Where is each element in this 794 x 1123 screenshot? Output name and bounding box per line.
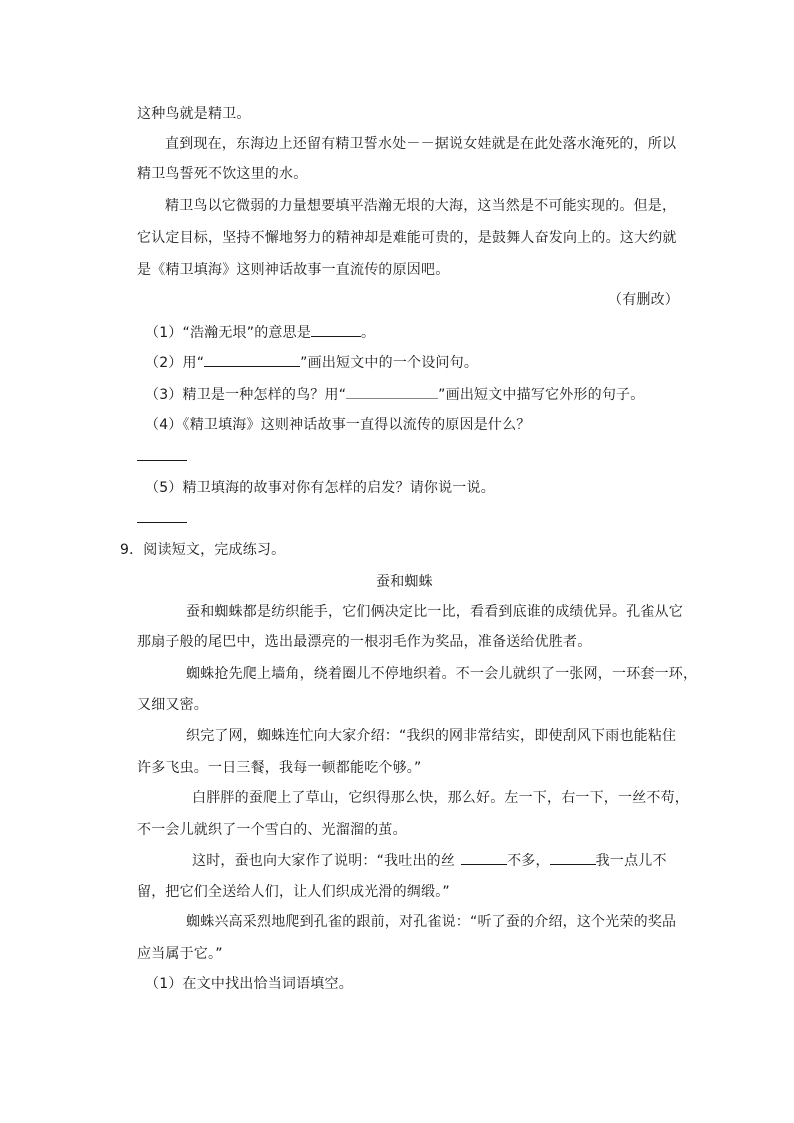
question-1 (145, 322, 375, 343)
answer-blank[interactable] (311, 322, 361, 337)
passage-line: 蜘蛛兴高采烈地爬到孔雀的跟前，对孔雀说：“听了蚕的介绍，这个光荣的奖品 (186, 914, 677, 930)
underline-sample (204, 352, 300, 367)
source-note: （有删改） (608, 292, 679, 308)
question-4: （4）《精卫填海》这则神话故事一直得以流传的原因是什么？ (145, 417, 531, 433)
passage-line: 又细又密。 (137, 697, 208, 713)
passage-text: 我一点儿不 (595, 853, 667, 869)
question-3 (145, 384, 644, 405)
answer-blank[interactable] (550, 850, 596, 865)
question-3-end: ”画出短文中描写它外形的句子。 (438, 387, 645, 403)
underline-sample (346, 384, 438, 399)
passage-line: 蚕和蜘蛛都是纺织能手，它们俩决定比一比，看看到底谁的成绩优异。孔雀从它 (186, 604, 683, 620)
answer-line[interactable] (137, 522, 187, 523)
passage-line: 蜘蛛抢先爬上墙角，绕着圈儿不停地织着。不一会儿就织了一张网，一环套一环， (186, 666, 698, 682)
passage-line: 不一会儿就织了一个雪白的、光溜溜的茧。 (137, 822, 407, 838)
passage-line: 织完了网，蜘蛛连忙向大家介绍：“我织的网非常结实，即使刮风下雨也能粘住 (186, 728, 677, 744)
passage-line: 白胖胖的蚕爬上了草山，它织得那么快，那么好。左一下，右一下，一丝不苟， (192, 790, 689, 806)
passage-line: 那扇子般的尾巴中，选出最漂亮的一根羽毛作为奖品，准备送给优胜者。 (137, 634, 592, 650)
passage-line: 精卫鸟以它微弱的力量想要填平浩瀚无垠的大海，这当然是不可能实现的。但是， (165, 198, 677, 214)
sub-question-1: （1）在文中找出恰当词语填空。 (145, 976, 353, 992)
passage-text: 不多， (507, 853, 550, 869)
question-5: （5）精卫填海的故事对你有怎样的启发？请你说一说。 (145, 480, 495, 496)
passage-line: 直到现在，东海边上还留有精卫誓水处－－据说女娃就是在此处落水淹死的，所以 (165, 136, 677, 152)
passage-line: 精卫鸟誓死不饮这里的水。 (137, 166, 308, 182)
passage-line: 许多飞虫。一日三餐，我每一顿都能吃个够。” (137, 760, 422, 776)
passage-line-with-blanks (192, 850, 667, 871)
passage-line: 这种鸟就是精卫。 (137, 106, 251, 122)
passage-title: 蚕和蜘蛛 (376, 574, 433, 590)
question-2 (145, 352, 478, 373)
answer-blank[interactable] (461, 850, 507, 865)
passage-line: 是《精卫填海》这则神话故事一直流传的原因吧。 (137, 262, 450, 278)
passage-line: 留，把它们全送给人们，让人们织成光滑的绸缎。” (137, 884, 450, 900)
question-1-text: （1）“浩瀚无垠”的意思是 (145, 325, 312, 341)
answer-line[interactable] (137, 460, 187, 461)
passage-line: 应当属于它。” (137, 946, 223, 962)
question-9-header: 9．阅读短文，完成练习。 (120, 542, 286, 558)
question-1-end: 。 (361, 325, 376, 341)
question-3-text: （3）精卫是一种怎样的鸟？用“ (145, 387, 347, 403)
question-2-text: （2）用“ (145, 355, 205, 371)
question-2-end: ”画出短文中的一个设问句。 (300, 355, 479, 371)
passage-line: 它认定目标，坚持不懈地努力的精神却是难能可贵的，是鼓舞人奋发向上的。这大约就 (137, 230, 677, 246)
passage-text: 这时，蚕也向大家作了说明：“我吐出的丝 (192, 853, 456, 869)
